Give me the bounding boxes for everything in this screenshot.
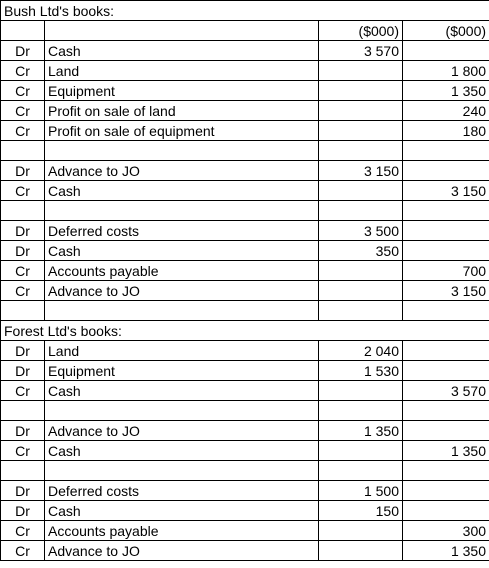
journal-entry-row <box>1 501 489 521</box>
dr-cr-indicator: Cr <box>1 381 45 401</box>
section-title-row <box>1 1 489 21</box>
credit-amount <box>403 341 489 361</box>
blank-cell <box>45 141 319 161</box>
blank-cell <box>403 141 489 161</box>
credit-amount: 180 <box>403 121 489 141</box>
credit-amount: 3 150 <box>403 281 489 301</box>
credit-amount: 3 150 <box>403 181 489 201</box>
blank-cell <box>319 401 403 421</box>
dr-cr-indicator: Cr <box>1 121 45 141</box>
blank-cell <box>1 301 45 321</box>
debit-amount <box>319 521 403 541</box>
account-name: Profit on sale of land <box>45 101 319 121</box>
debit-amount <box>319 61 403 81</box>
credit-amount: 1 800 <box>403 61 489 81</box>
credit-amount: 1 350 <box>403 541 489 561</box>
debit-amount <box>319 121 403 141</box>
journal-entry-row <box>1 381 489 401</box>
journal-entry-row <box>1 481 489 501</box>
dr-cr-indicator: Dr <box>1 41 45 61</box>
journal-entry-row <box>1 541 489 561</box>
blank-cell <box>403 401 489 421</box>
blank-cell <box>45 201 319 221</box>
debit-amount <box>319 441 403 461</box>
debit-amount <box>319 261 403 281</box>
account-name: Land <box>45 61 319 81</box>
credit-amount <box>403 41 489 61</box>
blank-cell <box>403 461 489 481</box>
credit-amount: 700 <box>403 261 489 281</box>
dr-cr-indicator: Cr <box>1 81 45 101</box>
blank-row <box>1 461 489 481</box>
journal-entry-row <box>1 221 489 241</box>
account-name: Cash <box>45 241 319 261</box>
account-name: Deferred costs <box>45 481 319 501</box>
account-name: Cash <box>45 441 319 461</box>
blank-cell <box>45 301 319 321</box>
debit-amount: 1 350 <box>319 421 403 441</box>
blank-cell <box>319 141 403 161</box>
credit-amount <box>403 361 489 381</box>
dr-cr-indicator: Cr <box>1 521 45 541</box>
blank-cell <box>45 461 319 481</box>
header-blank-cell <box>45 21 319 41</box>
dr-cr-indicator: Cr <box>1 261 45 281</box>
credit-amount <box>403 221 489 241</box>
account-name: Deferred costs <box>45 221 319 241</box>
dr-cr-indicator: Dr <box>1 341 45 361</box>
blank-cell <box>1 201 45 221</box>
column-header-row <box>1 21 489 41</box>
blank-cell <box>45 401 319 421</box>
debit-column-header: ($000) <box>319 21 403 41</box>
blank-cell <box>403 301 489 321</box>
dr-cr-indicator: Cr <box>1 61 45 81</box>
debit-amount <box>319 81 403 101</box>
header-blank-cell <box>1 21 45 41</box>
debit-amount: 3 570 <box>319 41 403 61</box>
blank-cell <box>319 301 403 321</box>
journal-entry-row <box>1 241 489 261</box>
dr-cr-indicator: Dr <box>1 421 45 441</box>
blank-cell <box>1 141 45 161</box>
journal-entry-row <box>1 441 489 461</box>
credit-amount: 1 350 <box>403 441 489 461</box>
blank-row <box>1 301 489 321</box>
account-name: Advance to JO <box>45 421 319 441</box>
account-name: Accounts payable <box>45 521 319 541</box>
journal-entry-row <box>1 521 489 541</box>
blank-cell <box>403 201 489 221</box>
blank-row <box>1 141 489 161</box>
journal-entry-row <box>1 361 489 381</box>
journal-entry-row <box>1 181 489 201</box>
credit-amount: 3 570 <box>403 381 489 401</box>
debit-amount: 150 <box>319 501 403 521</box>
credit-column-header: ($000) <box>403 21 489 41</box>
dr-cr-indicator: Dr <box>1 481 45 501</box>
debit-amount <box>319 101 403 121</box>
account-name: Advance to JO <box>45 281 319 301</box>
debit-amount: 2 040 <box>319 341 403 361</box>
credit-amount <box>403 421 489 441</box>
account-name: Accounts payable <box>45 261 319 281</box>
debit-amount <box>319 541 403 561</box>
account-name: Cash <box>45 381 319 401</box>
account-name: Cash <box>45 501 319 521</box>
journal-entry-row <box>1 41 489 61</box>
journal-entry-row <box>1 121 489 141</box>
journal-entry-row <box>1 281 489 301</box>
dr-cr-indicator: Cr <box>1 101 45 121</box>
credit-amount <box>403 241 489 261</box>
journal-entry-row <box>1 101 489 121</box>
section-title: Forest Ltd's books: <box>1 321 489 341</box>
blank-cell <box>319 201 403 221</box>
journal-body <box>1 1 489 561</box>
debit-amount <box>319 281 403 301</box>
credit-amount <box>403 481 489 501</box>
account-name: Land <box>45 341 319 361</box>
debit-amount <box>319 181 403 201</box>
dr-cr-indicator: Cr <box>1 541 45 561</box>
debit-amount: 3 150 <box>319 161 403 181</box>
credit-amount: 300 <box>403 521 489 541</box>
blank-cell <box>1 401 45 421</box>
journal-entry-row <box>1 61 489 81</box>
account-name: Equipment <box>45 81 319 101</box>
credit-amount <box>403 501 489 521</box>
journal-entry-row <box>1 81 489 101</box>
section-title-row <box>1 321 489 341</box>
credit-amount: 1 350 <box>403 81 489 101</box>
debit-amount <box>319 381 403 401</box>
dr-cr-indicator: Cr <box>1 441 45 461</box>
debit-amount: 1 530 <box>319 361 403 381</box>
blank-cell <box>1 461 45 481</box>
journal-entry-row <box>1 261 489 281</box>
section-title: Bush Ltd's books: <box>1 1 489 21</box>
dr-cr-indicator: Dr <box>1 221 45 241</box>
blank-row <box>1 201 489 221</box>
account-name: Advance to JO <box>45 541 319 561</box>
debit-amount: 3 500 <box>319 221 403 241</box>
dr-cr-indicator: Dr <box>1 161 45 181</box>
credit-amount: 240 <box>403 101 489 121</box>
dr-cr-indicator: Cr <box>1 181 45 201</box>
account-name: Equipment <box>45 361 319 381</box>
account-name: Advance to JO <box>45 161 319 181</box>
journal-entry-row <box>1 341 489 361</box>
journal-entry-row <box>1 421 489 441</box>
account-name: Cash <box>45 181 319 201</box>
dr-cr-indicator: Dr <box>1 361 45 381</box>
debit-amount: 1 500 <box>319 481 403 501</box>
debit-amount: 350 <box>319 241 403 261</box>
blank-row <box>1 401 489 421</box>
account-name: Cash <box>45 41 319 61</box>
account-name: Profit on sale of equipment <box>45 121 319 141</box>
journal-entry-row <box>1 161 489 181</box>
dr-cr-indicator: Cr <box>1 281 45 301</box>
dr-cr-indicator: Dr <box>1 241 45 261</box>
credit-amount <box>403 161 489 181</box>
dr-cr-indicator: Dr <box>1 501 45 521</box>
blank-cell <box>319 461 403 481</box>
